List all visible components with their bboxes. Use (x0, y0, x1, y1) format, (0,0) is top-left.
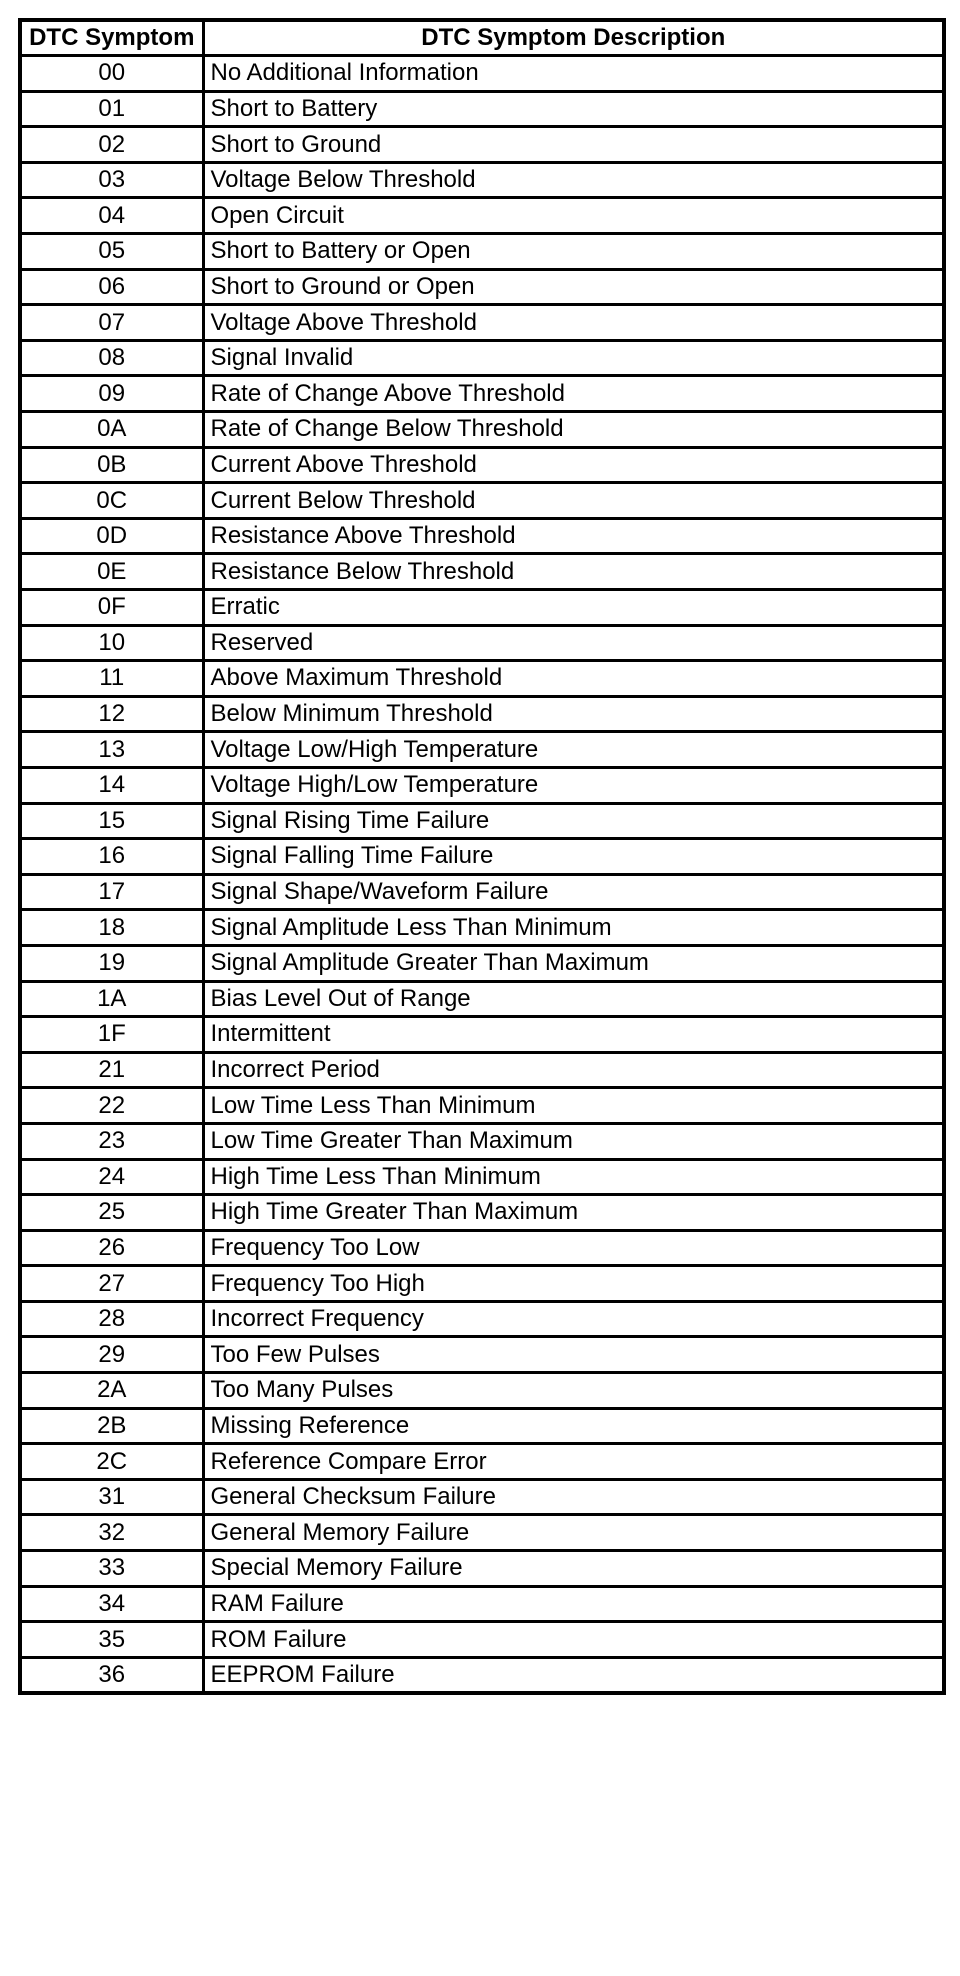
dtc-code-cell: 1F (20, 1017, 203, 1053)
dtc-description-cell: Incorrect Period (203, 1052, 944, 1088)
table-row (20, 1123, 944, 1159)
table-row (20, 732, 944, 768)
dtc-description-cell: Signal Invalid (203, 340, 944, 376)
dtc-code-cell: 35 (20, 1622, 203, 1658)
table-row (20, 127, 944, 163)
dtc-code-cell: 00 (20, 56, 203, 92)
dtc-code-cell: 27 (20, 1266, 203, 1302)
table-row (20, 518, 944, 554)
dtc-code-cell: 04 (20, 198, 203, 234)
dtc-description-cell: Reserved (203, 625, 944, 661)
dtc-code-cell: 09 (20, 376, 203, 412)
dtc-code-cell: 32 (20, 1515, 203, 1551)
table-row (20, 874, 944, 910)
dtc-description-cell: Missing Reference (203, 1408, 944, 1444)
table-row (20, 554, 944, 590)
column-header-dtc-symptom: DTC Symptom (20, 20, 203, 56)
dtc-code-cell: 10 (20, 625, 203, 661)
dtc-description-cell: General Memory Failure (203, 1515, 944, 1551)
dtc-code-cell: 02 (20, 127, 203, 163)
dtc-code-cell: 21 (20, 1052, 203, 1088)
table-row (20, 839, 944, 875)
dtc-description-cell: Reference Compare Error (203, 1444, 944, 1480)
dtc-code-cell: 25 (20, 1195, 203, 1231)
dtc-code-cell: 14 (20, 767, 203, 803)
dtc-description-cell: Resistance Above Threshold (203, 518, 944, 554)
dtc-description-cell: Short to Battery (203, 91, 944, 127)
table-row (20, 1657, 944, 1693)
dtc-code-cell: 31 (20, 1479, 203, 1515)
dtc-code-cell: 28 (20, 1301, 203, 1337)
table-row (20, 56, 944, 92)
dtc-code-cell: 1A (20, 981, 203, 1017)
dtc-code-cell: 06 (20, 269, 203, 305)
dtc-code-cell: 26 (20, 1230, 203, 1266)
dtc-code-cell: 0B (20, 447, 203, 483)
dtc-description-cell: Signal Amplitude Less Than Minimum (203, 910, 944, 946)
dtc-code-cell: 19 (20, 945, 203, 981)
dtc-description-cell: Short to Ground (203, 127, 944, 163)
dtc-description-cell: Open Circuit (203, 198, 944, 234)
dtc-description-cell: EEPROM Failure (203, 1657, 944, 1693)
table-row (20, 412, 944, 448)
dtc-description-cell: No Additional Information (203, 56, 944, 92)
table-row (20, 447, 944, 483)
dtc-code-cell: 16 (20, 839, 203, 875)
dtc-description-cell: Low Time Greater Than Maximum (203, 1123, 944, 1159)
dtc-description-cell: Signal Falling Time Failure (203, 839, 944, 875)
table-row (20, 483, 944, 519)
dtc-code-cell: 22 (20, 1088, 203, 1124)
dtc-description-cell: Rate of Change Above Threshold (203, 376, 944, 412)
dtc-code-cell: 24 (20, 1159, 203, 1195)
dtc-description-cell: Intermittent (203, 1017, 944, 1053)
dtc-description-cell: Voltage Low/High Temperature (203, 732, 944, 768)
dtc-code-cell: 33 (20, 1551, 203, 1587)
dtc-code-cell: 15 (20, 803, 203, 839)
dtc-symptom-table (18, 18, 946, 1695)
table-row (20, 1266, 944, 1302)
dtc-code-cell: 36 (20, 1657, 203, 1693)
dtc-code-cell: 08 (20, 340, 203, 376)
dtc-description-cell: High Time Less Than Minimum (203, 1159, 944, 1195)
table-row (20, 1230, 944, 1266)
dtc-description-cell: Special Memory Failure (203, 1551, 944, 1587)
dtc-description-cell: Frequency Too Low (203, 1230, 944, 1266)
table-row (20, 945, 944, 981)
dtc-description-cell: Current Above Threshold (203, 447, 944, 483)
table-body (20, 56, 944, 1693)
table-row (20, 1088, 944, 1124)
dtc-description-cell: Incorrect Frequency (203, 1301, 944, 1337)
table-header-row (20, 20, 944, 56)
table-row (20, 981, 944, 1017)
dtc-code-cell: 0F (20, 590, 203, 626)
table-row (20, 91, 944, 127)
dtc-description-cell: Bias Level Out of Range (203, 981, 944, 1017)
dtc-description-cell: Signal Shape/Waveform Failure (203, 874, 944, 910)
table-row (20, 1408, 944, 1444)
dtc-description-cell: High Time Greater Than Maximum (203, 1195, 944, 1231)
table-row (20, 1052, 944, 1088)
table-row (20, 1159, 944, 1195)
table-row (20, 198, 944, 234)
table-row (20, 1017, 944, 1053)
table-row (20, 1551, 944, 1587)
dtc-description-cell: Below Minimum Threshold (203, 696, 944, 732)
table-row (20, 1622, 944, 1658)
dtc-code-cell: 11 (20, 661, 203, 697)
dtc-description-cell: ROM Failure (203, 1622, 944, 1658)
dtc-code-cell: 0D (20, 518, 203, 554)
dtc-code-cell: 07 (20, 305, 203, 341)
dtc-description-cell: Rate of Change Below Threshold (203, 412, 944, 448)
table-row (20, 162, 944, 198)
dtc-description-cell: Signal Rising Time Failure (203, 803, 944, 839)
dtc-description-cell: Too Many Pulses (203, 1373, 944, 1409)
dtc-code-cell: 03 (20, 162, 203, 198)
dtc-code-cell: 23 (20, 1123, 203, 1159)
dtc-code-cell: 0A (20, 412, 203, 448)
table-row (20, 1444, 944, 1480)
table-row (20, 767, 944, 803)
dtc-description-cell: Voltage High/Low Temperature (203, 767, 944, 803)
table-row (20, 1337, 944, 1373)
dtc-code-cell: 12 (20, 696, 203, 732)
dtc-description-cell: RAM Failure (203, 1586, 944, 1622)
dtc-description-cell: Short to Ground or Open (203, 269, 944, 305)
dtc-description-cell: Voltage Below Threshold (203, 162, 944, 198)
table-row (20, 696, 944, 732)
dtc-symptom-table-container (18, 18, 942, 1695)
dtc-description-cell: Above Maximum Threshold (203, 661, 944, 697)
dtc-description-cell: Signal Amplitude Greater Than Maximum (203, 945, 944, 981)
dtc-code-cell: 34 (20, 1586, 203, 1622)
dtc-code-cell: 2A (20, 1373, 203, 1409)
dtc-code-cell: 2C (20, 1444, 203, 1480)
table-row (20, 234, 944, 270)
dtc-description-cell: Erratic (203, 590, 944, 626)
table-row (20, 1195, 944, 1231)
table-row (20, 590, 944, 626)
table-row (20, 661, 944, 697)
table-row (20, 1373, 944, 1409)
table-row (20, 910, 944, 946)
dtc-code-cell: 0E (20, 554, 203, 590)
dtc-description-cell: Current Below Threshold (203, 483, 944, 519)
table-row (20, 376, 944, 412)
dtc-description-cell: Too Few Pulses (203, 1337, 944, 1373)
table-row (20, 340, 944, 376)
dtc-code-cell: 0C (20, 483, 203, 519)
dtc-description-cell: Frequency Too High (203, 1266, 944, 1302)
dtc-code-cell: 01 (20, 91, 203, 127)
table-row (20, 1479, 944, 1515)
dtc-code-cell: 29 (20, 1337, 203, 1373)
dtc-description-cell: General Checksum Failure (203, 1479, 944, 1515)
table-row (20, 269, 944, 305)
table-row (20, 803, 944, 839)
dtc-code-cell: 18 (20, 910, 203, 946)
dtc-code-cell: 17 (20, 874, 203, 910)
dtc-code-cell: 2B (20, 1408, 203, 1444)
dtc-description-cell: Voltage Above Threshold (203, 305, 944, 341)
dtc-description-cell: Resistance Below Threshold (203, 554, 944, 590)
dtc-description-cell: Low Time Less Than Minimum (203, 1088, 944, 1124)
table-row (20, 1586, 944, 1622)
table-row (20, 1515, 944, 1551)
dtc-code-cell: 05 (20, 234, 203, 270)
column-header-description: DTC Symptom Description (203, 20, 944, 56)
dtc-description-cell: Short to Battery or Open (203, 234, 944, 270)
table-row (20, 625, 944, 661)
table-row (20, 305, 944, 341)
dtc-code-cell: 13 (20, 732, 203, 768)
table-row (20, 1301, 944, 1337)
